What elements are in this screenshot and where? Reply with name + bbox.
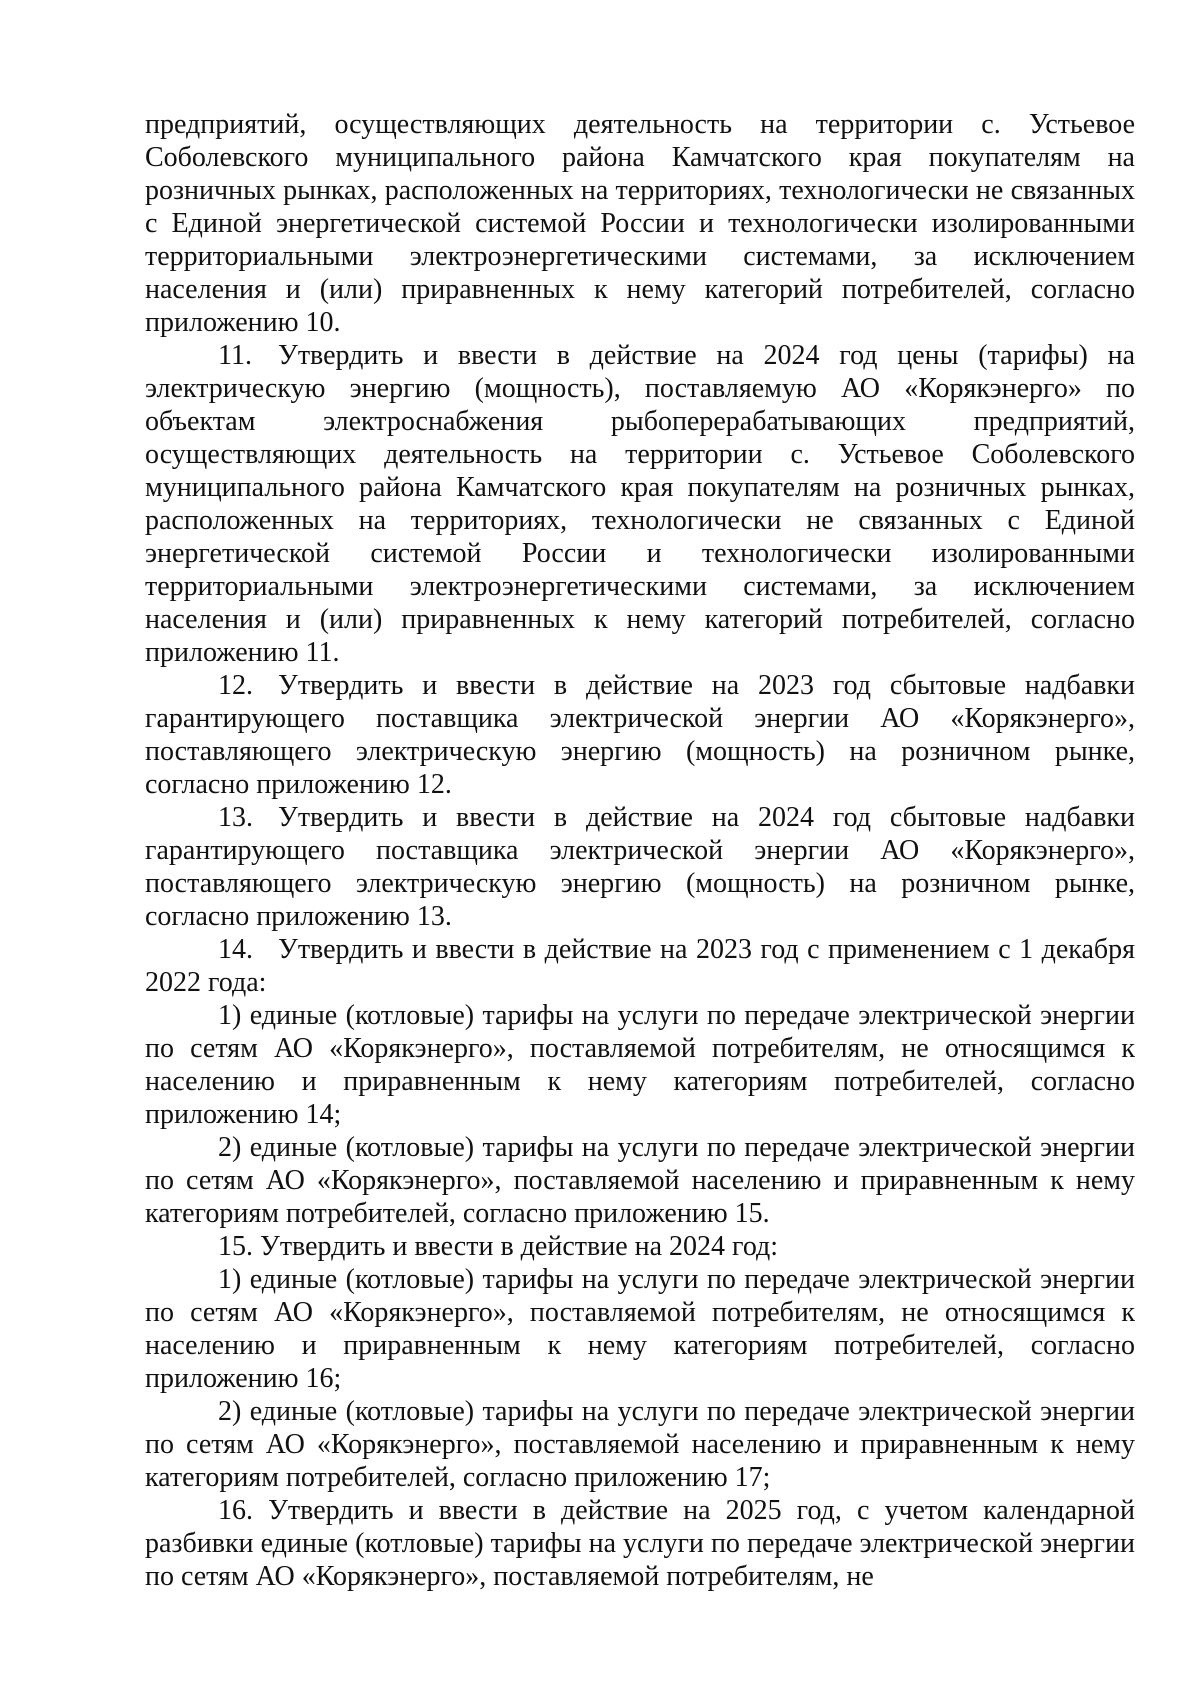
paragraph-text: 2) единые (котловые) тарифы на услуги по передаче электрической энергии по сетям АО «Корякэнерго», поставляемой населению и приравненным к нему категориям потребителей, согласно приложению 17; — [145, 1396, 1135, 1493]
paragraph-text: 1) единые (котловые) тарифы на услуги по передаче электрической энергии по сетям АО «Корякэнерго», поставляемой потребителям, не относящимся к населению и приравненным к нему категориям потребителей, согласно приложению 16; — [145, 1264, 1135, 1394]
paragraph-text: Утвердить и ввести в действие на 2024 год сбытовые надбавки гарантирующего поставщика электрической энергии АО «Корякэнерго», поставляющего электрическую энергию (мощность) на розничном рынке, согласно приложению 13. — [145, 802, 1135, 932]
subitem-15-1 — [145, 1263, 1135, 1395]
paragraph-number: 13. — [218, 802, 253, 833]
paragraph-continuation — [145, 108, 1135, 339]
paragraph-13 — [145, 801, 1135, 933]
paragraph-15 — [145, 1230, 1135, 1263]
paragraph-12 — [145, 669, 1135, 801]
paragraph-16 — [145, 1494, 1135, 1593]
document-page — [145, 108, 1135, 1593]
subitem-15-2 — [145, 1395, 1135, 1494]
paragraph-11 — [145, 339, 1135, 669]
paragraph-number: 12. — [218, 670, 253, 701]
paragraph-text: Утвердить и ввести в действие на 2023 год сбытовые надбавки гарантирующего поставщика электрической энергии АО «Корякэнерго», поставляющего электрическую энергию (мощность) на розничном рынке, согласно приложению 12. — [145, 670, 1135, 800]
paragraph-number: 11. — [218, 340, 252, 371]
paragraph-text: 15. Утвердить и ввести в действие на 2024 год: — [218, 1231, 779, 1262]
paragraph-number: 14. — [218, 934, 253, 965]
paragraph-text: Утвердить и ввести в действие на 2024 год цены (тарифы) на электрическую энергию (мощность), поставляемую АО «Корякэнерго» по объектам электроснабжения рыбоперерабатывающих предприятий, осуществляющих деятельность на территории с. Устьевое Соболевского муниципального района Камчатского края покупателям на розничных рынках, расположенных на территориях, технологически не связанных с Единой энергетической системой России и технологически изолированными территориальными электроэнергетическими системами, за исключением населения и (или) приравненных к нему категорий потребителей, согласно приложению 11. — [145, 340, 1135, 668]
paragraph-text: 2) единые (котловые) тарифы на услуги по передаче электрической энергии по сетям АО «Корякэнерго», поставляемой населению и приравненным к нему категориям потребителей, согласно приложению 15. — [145, 1132, 1135, 1229]
subitem-14-1 — [145, 999, 1135, 1131]
paragraph-text: Утвердить и ввести в действие на 2023 год с применением с 1 декабря 2022 года: — [145, 934, 1135, 998]
paragraph-14 — [145, 933, 1135, 999]
paragraph-text: 1) единые (котловые) тарифы на услуги по передаче электрической энергии по сетям АО «Корякэнерго», поставляемой потребителям, не относящимся к населению и приравненным к нему категориям потребителей, согласно приложению 14; — [145, 1000, 1135, 1130]
subitem-14-2 — [145, 1131, 1135, 1230]
paragraph-text: предприятий, осуществляющих деятельность на территории с. Устьевое Соболевского муниципального района Камчатского края покупателям на розничных рынках, расположенных на территориях, технологически не связанных с Единой энергетической системой России и технологически изолированными территориальными электроэнергетическими системами, за исключением населения и (или) приравненных к нему категорий потребителей, согласно приложению 10. — [145, 109, 1135, 338]
paragraph-text: 16. Утвердить и ввести в действие на 2025 год, с учетом календарной разбивки единые (котловые) тарифы на услуги по передаче электрической энергии по сетям АО «Корякэнерго», поставляемой потребителям, не — [145, 1495, 1135, 1592]
